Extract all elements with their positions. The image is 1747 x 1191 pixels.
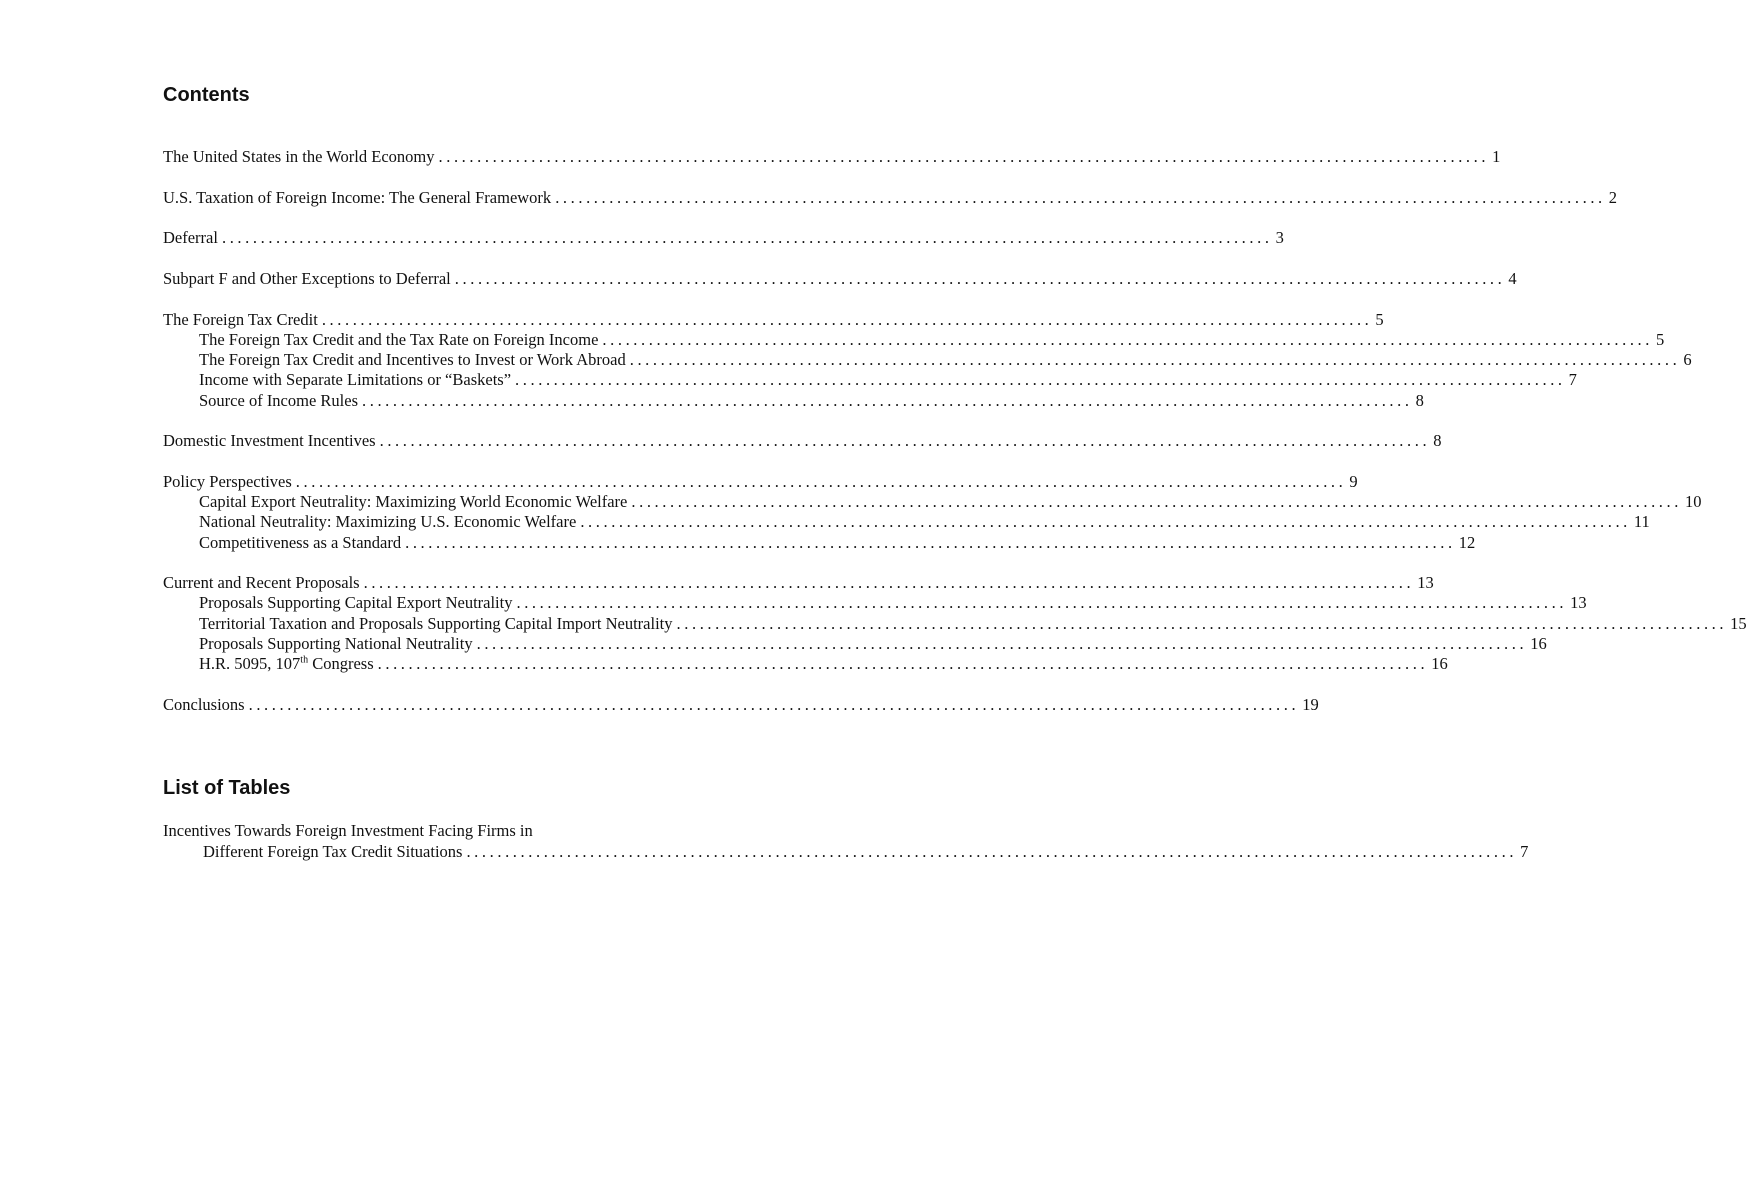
toc-entry-title: Source of Income Rules [199, 391, 358, 410]
table-entry[interactable] [203, 842, 1529, 862]
toc-entry-page: 15 [1730, 614, 1747, 633]
toc-entry-title: National Neutrality: Maximizing U.S. Economic Welfare [199, 512, 577, 531]
toc-entry-title: The Foreign Tax Credit and the Tax Rate on Foreign Income [199, 330, 599, 349]
toc-entry-title: The Foreign Tax Credit and Incentives to Invest or Work Abroad [199, 350, 626, 369]
toc-entry-title: Subpart F and Other Exceptions to Deferral [163, 269, 451, 288]
toc-entry[interactable] [163, 310, 1384, 330]
dot-leader: ........................................................................................................................................ [454, 269, 1506, 288]
dot-leader: ........................................................................................................................................ [555, 188, 1606, 207]
toc-entry[interactable] [163, 573, 1434, 593]
dot-leader: ........................................................................................................................................ [476, 634, 1528, 653]
dot-leader: ........................................................................................................................................ [405, 533, 1456, 552]
toc-entry[interactable] [163, 695, 1319, 715]
toc-entry[interactable] [163, 431, 1442, 451]
toc-entry-title: Conclusions [163, 695, 245, 714]
toc-subentry[interactable] [199, 350, 1692, 370]
title-prefix: H.R. 5095, 107 [199, 654, 301, 673]
toc-entry[interactable] [163, 188, 1618, 208]
dot-leader: ........................................................................................................................................ [602, 330, 1654, 349]
toc-entry-title: The Foreign Tax Credit [163, 310, 318, 329]
dot-leader: ........................................................................................................................................ [580, 512, 1631, 531]
toc-entry-title: Territorial Taxation and Proposals Supporting Capital Import Neutrality [199, 614, 673, 633]
contents-heading: Contents [163, 84, 250, 106]
toc-entry-page: 8 [1433, 431, 1442, 450]
toc-entry-page: 11 [1633, 512, 1650, 531]
dot-leader: ........................................................................................................................................ [363, 573, 1415, 592]
toc-entry-page: 13 [1417, 573, 1434, 592]
toc-subentry[interactable] [199, 492, 1702, 512]
dot-leader: ........................................................................................................................................ [438, 147, 1490, 166]
dot-leader: ........................................................................................................................................ [676, 614, 1728, 633]
dot-leader: ........................................................................................................................................ [631, 492, 1682, 511]
toc-entry-title: Capital Export Neutrality: Maximizing World Economic Welfare [199, 492, 628, 511]
toc-entry-page: 1 [1492, 147, 1501, 166]
toc-entry-title: U.S. Taxation of Foreign Income: The General Framework [163, 188, 552, 207]
toc-entry-page: 6 [1683, 350, 1692, 369]
toc-entry[interactable] [163, 472, 1358, 492]
toc-entry-title: Proposals Supporting Capital Export Neutrality [199, 593, 513, 612]
dot-leader: ........................................................................................................................................ [516, 593, 1568, 612]
toc-subentry[interactable] [199, 634, 1547, 654]
toc-entry-title: Policy Perspectives [163, 472, 292, 491]
toc-subentry[interactable] [199, 512, 1650, 532]
toc-entry-page: 2 [1608, 188, 1618, 207]
toc-entry[interactable] [163, 228, 1284, 248]
toc-entry-title: Income with Separate Limitations or “Baskets” [199, 370, 512, 389]
ordinal-suffix: th [300, 654, 309, 666]
toc-entry-page: 16 [1431, 654, 1448, 673]
dot-leader: ........................................................................................................................................ [362, 391, 1413, 410]
dot-leader: ........................................................................................................................................ [221, 228, 1273, 247]
toc-entry-title: Proposals Supporting National Neutrality [199, 634, 473, 653]
toc-entry-page: 7 [1568, 370, 1577, 389]
toc-subentry[interactable] [199, 533, 1476, 553]
toc-entry-page: 5 [1375, 310, 1384, 329]
dot-leader: ........................................................................................................................................ [377, 654, 1429, 673]
toc-subentry[interactable] [199, 370, 1577, 390]
table-entry-page: 7 [1520, 842, 1529, 861]
toc-entry-title: The United States in the World Economy [163, 147, 435, 166]
list-of-tables-heading: List of Tables [163, 777, 291, 799]
toc-entry-page: 13 [1570, 593, 1587, 612]
toc-entry-title: Domestic Investment Incentives [163, 431, 376, 450]
toc-entry-page: 16 [1530, 634, 1547, 653]
toc-entry-page: 4 [1508, 269, 1517, 288]
toc-entry-title: Competitiveness as a Standard [199, 533, 402, 552]
toc-entry-page: 12 [1458, 533, 1476, 552]
dot-leader: ........................................................................................................................................ [515, 370, 1566, 389]
table-entry-title-line1[interactable]: Incentives Towards Foreign Investment Facing Firms in [163, 821, 533, 840]
toc-subentry[interactable] [199, 614, 1747, 634]
toc-entry-title: Current and Recent Proposals [163, 573, 360, 592]
dot-leader: ........................................................................................................................................ [248, 695, 1300, 714]
table-entry-title-line2: Different Foreign Tax Credit Situations [203, 842, 463, 861]
dot-leader: ........................................................................................................................................ [295, 472, 1347, 491]
toc-subentry[interactable] [199, 593, 1587, 613]
toc-entry-page: 8 [1415, 391, 1424, 410]
dot-leader: ........................................................................................................................................ [321, 310, 1373, 329]
toc-entry-page: 3 [1275, 228, 1284, 247]
toc-subentry[interactable] [199, 654, 1448, 674]
toc-subentry[interactable] [199, 330, 1665, 350]
toc-subentry[interactable] [199, 391, 1424, 411]
title-suffix: Congress [308, 654, 374, 673]
dot-leader: ........................................................................................................................................ [379, 431, 1431, 450]
toc-entry-page: 10 [1684, 492, 1702, 511]
toc-entry-page: 5 [1656, 330, 1665, 349]
toc-entry-title: Deferral [163, 228, 218, 247]
toc-entry-page: 9 [1349, 472, 1358, 491]
toc-entry[interactable] [163, 269, 1517, 289]
toc-entry-title [199, 654, 374, 674]
dot-leader: ........................................................................................................................................ [629, 350, 1681, 369]
dot-leader: ........................................................................................................................................ [466, 842, 1518, 861]
toc-entry-page: 19 [1302, 695, 1319, 714]
toc-entry[interactable] [163, 147, 1501, 167]
